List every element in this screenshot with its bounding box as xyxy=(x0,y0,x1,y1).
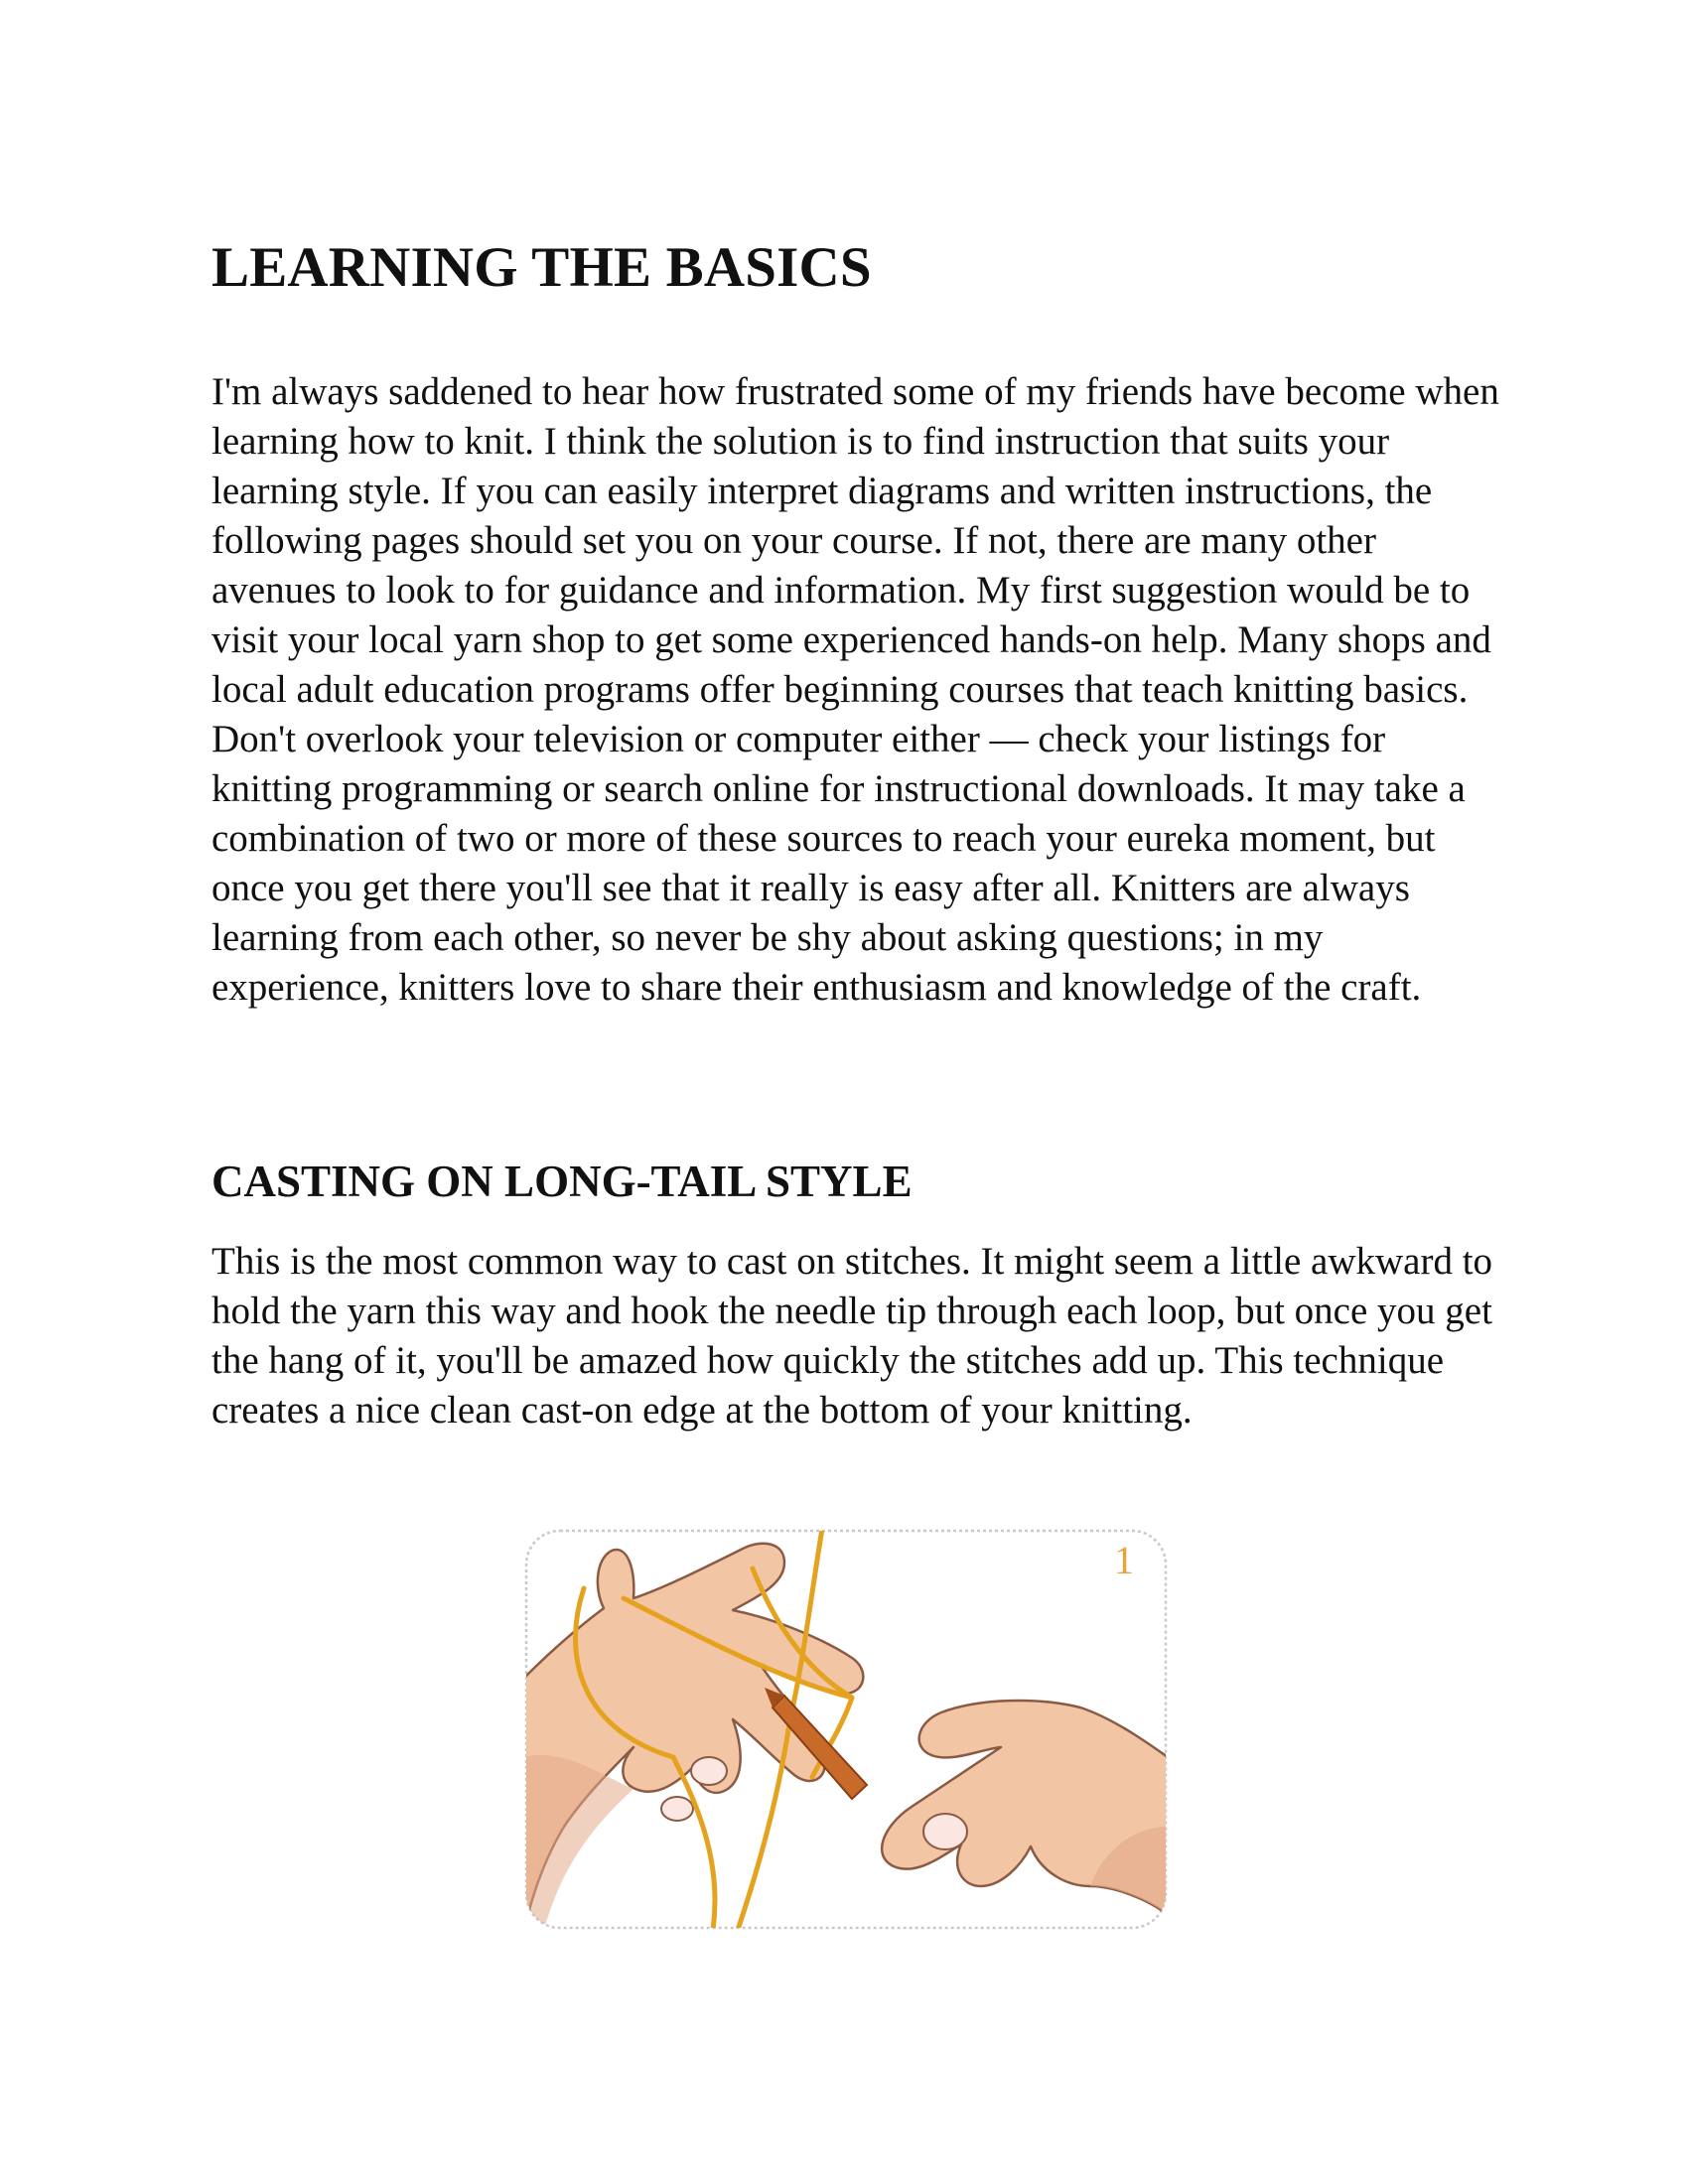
hands-knitting-drawing xyxy=(524,1529,1168,1930)
intro-paragraph: I'm always saddened to hear how frustrated some of my friends have become when learning how to knit. I think the solution is to find instruction that suits your learning style. If you can easily interpret diagrams and written instructions, the following pages should set you on your course. If not, there are many other avenues to look to for guidance and information. My first suggestion would be to visit your local yarn shop to get some experienced hands-on help. Many shops and local adult education programs offer beginning courses that teach knitting basics. Don't overlook your television or computer either — check your listings for knitting programming or search online for instructional downloads. It may take a combination of two or more of these sources to reach your eureka moment, but once you get there you'll see that it really is easy after all. Knitters are always learning from each other, so never be shy about asking questions; in my experience, knitters love to share their enthusiasm and knowledge of the craft. xyxy=(211,370,1499,1009)
section-heading: CASTING ON LONG-TAIL STYLE xyxy=(211,1157,913,1206)
left-thumb-nail xyxy=(691,1757,727,1785)
left-finger-nail xyxy=(661,1797,693,1821)
step-number: 1 xyxy=(1114,1538,1134,1582)
long-tail-cast-on-illustration xyxy=(524,1529,1168,1930)
section-paragraph: This is the most common way to cast on stitches. It might seem a little awkward to hold the yarn this way and hook the needle tip through each loop, but once you get the hang of it, you'll be amazed how quickly the stitches add up. This technique creates a nice clean cast-on edge at the bottom of your knitting. xyxy=(211,1240,1493,1432)
page-title: LEARNING THE BASICS xyxy=(211,236,872,299)
right-thumb-nail xyxy=(923,1814,967,1849)
